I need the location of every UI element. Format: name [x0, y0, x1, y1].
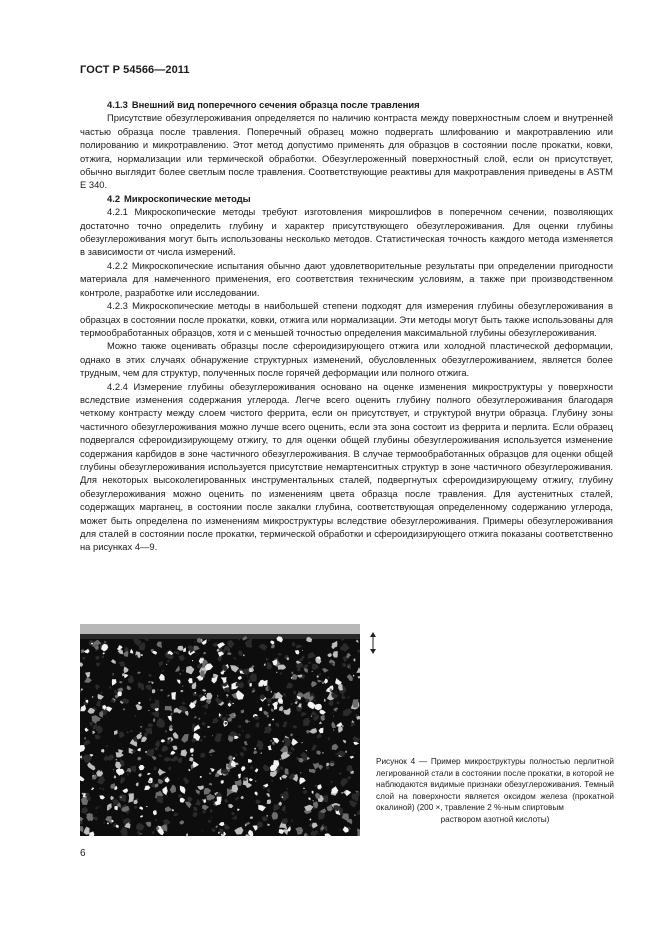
- paragraph-4-2-2: 4.2.2 Микроскопические испытания обычно дают удовлетворительные результаты при определении пригодности материала для намеченного применения, его соответствия техническим условиям, а также при производственном контроле, разработке или исследовании.: [80, 259, 613, 298]
- paragraph-4-2-3: 4.2.3 Микроскопические методы в наибольшей степени подходят для измерения глубины обезуглероживания в образцах в состоянии после прокатки, ковки, отжига или нормализации. Эти методы могут быть также использованы для термообработанных образцов, хотя и с меньшей точностью определения максимальной глубины обезуглероживания.: [80, 300, 613, 338]
- page-number: 6: [80, 848, 86, 859]
- section-number: 4.2: [107, 192, 121, 204]
- double-arrow-icon: [368, 632, 378, 654]
- document-header: ГОСТ Р 54566—2011: [80, 64, 190, 76]
- micrograph-image: [80, 624, 360, 836]
- paragraph-4-2-1: 4.2.1 Микроскопические методы требуют изготовления микрошлифов в поперечном сечении, позволяющих достаточно точно определить глубину и характер присутствующего обезуглероживания. Для оценки глубины обезуглероживания могут быть использованы несколько методов. Статистическая точность каждого метода изменяется в зависимости от числа измерений.: [80, 206, 613, 258]
- section-number: 4.1.3: [107, 99, 128, 110]
- micrograph-texture: [80, 624, 360, 836]
- section-title: Внешний вид поперечного сечения образца после травления: [131, 99, 420, 110]
- paragraph-4-1-3: Присутствие обезуглероживания определяется по наличию контраста между поверхностным слоем и внутренней частью образца после травления. Поперечный образец можно подвергать шлифованию и макротравлению или полированию и микротравлению. Этот метод допустимо применять для образцов в состоянии после прокатки, ковки, отжига, нормализации или термической обработки. Обезуглероженный поверхностный слой, если он присутствует, обычно выглядит более светлым после травления. Соответствующие реактивы для макротравления приведены в ASTM E 340.: [80, 112, 613, 191]
- figure-caption: [376, 756, 614, 826]
- main-text: [80, 98, 613, 554]
- paragraph-4-2-4: 4.2.4 Измерение глубины обезуглероживания основано на оценке изменения микроструктуры у поверхности вследствие изменения содержания углерода. Легче всего оценить глубину полного обезуглероживания благодаря четкому контрасту между слоем чистого феррита, если он присутствует, и структурой внутри образца. Глубину зоны частичного обезуглероживания можно лучше всего оценить, если эта зона состоит из феррита и перлита. Если образец подвергался сфероидизирующему отжигу, то для оценки общей глубины обезуглероживания используется изменение содержания карбидов в зоне частичного обезуглероживания. В случае термообработанных образцов для оценки общей глубины обезуглероживания используется присутствие немартенситных структур в зоне частичного обезуглероживания. Для некоторых высоколегированных инструментальных сталей, подвергнутых сфероидизирующему отжигу, глубину обезуглероживания можно оценить по изменениям цвета образца после травления. Для аустенитных сталей, содержащих марганец, в состоянии после закалки глубина, соответствующая определенному содержанию углерода, может быть определена по изменениям микроструктуры вследствие обезуглероживания. Примеры обезуглероживания для сталей в состоянии после прокатки, термической обработки и сфероидизирующего отжига показаны соответственно на рисунках 4—9.: [80, 380, 613, 553]
- section-4-1-3-heading: [80, 98, 613, 111]
- figure-caption-text: Рисунок 4 — Пример микроструктуры полностью перлитной легированной стали в состоянии после прокатки, в которой не наблюдаются видимые признаки обезуглероживания. Темный слой на поверхности является оксидом железа (прокатной окалиной) (200 ×, травление 2 %-ным спиртовым: [376, 757, 614, 813]
- paragraph-4-2-3-continued: Можно также оценивать образцы после сфероидизирующего отжига или холодной пластической деформации, однако в этих случаях обнаружение структурных изменений, обусловленных обезуглероживанием, является более трудным, чем для структур, полученных после горячей деформации или полного отжига.: [80, 340, 613, 379]
- section-4-2-heading: [80, 192, 613, 205]
- section-title: Микроскопические методы: [124, 192, 251, 204]
- figure-caption-last-line: раствором азотной кислоты): [440, 814, 550, 824]
